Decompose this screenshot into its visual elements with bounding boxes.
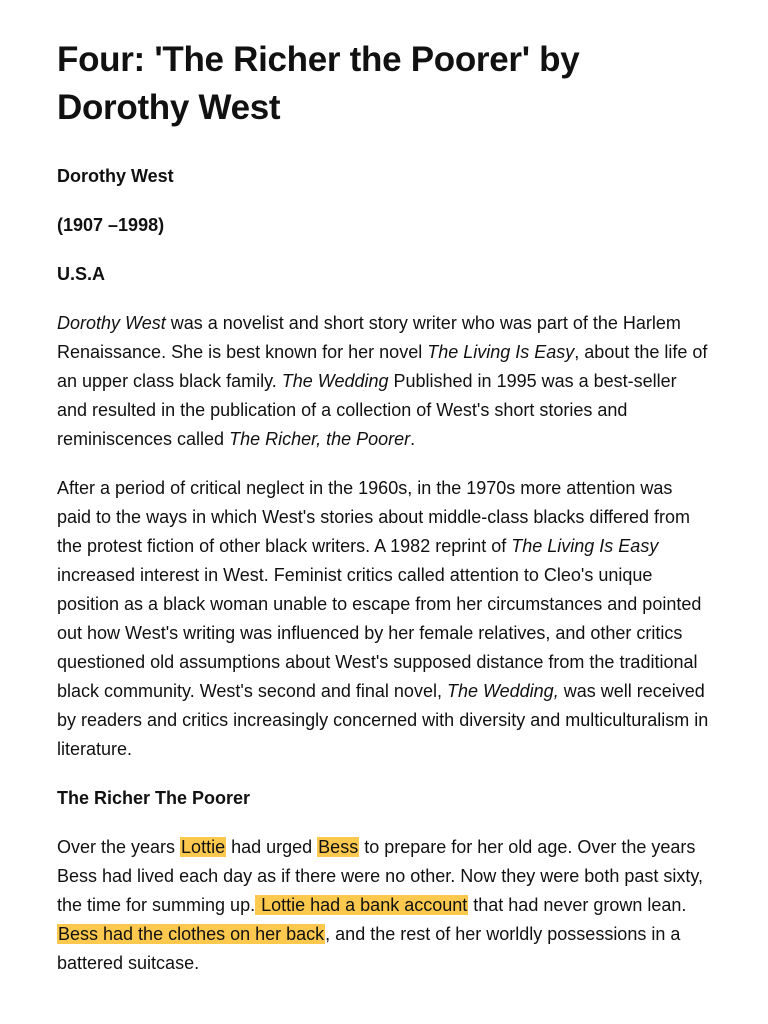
highlight-clothes[interactable]: Bess had the clothes on her back	[58, 924, 325, 944]
book-title: The Living Is Easy	[511, 536, 659, 556]
highlight-lottie[interactable]: Lottie	[181, 837, 226, 857]
bio-paragraph-2	[57, 474, 711, 764]
book-title: The Wedding	[281, 371, 389, 391]
book-title: The Richer, the Poorer	[229, 429, 411, 449]
page-title: Four: 'The Richer the Poorer' by Dorothy West	[57, 40, 580, 127]
bio-text: increased interest in West. Feminist critics called attention to Cleo's unique position as a black woman unable to escape from her circumstances and pointed out how West's writing was influenced by her female relatives, and other critics questioned old assumptions about West's supposed distance from the traditional black community. West's second and final novel,	[57, 565, 702, 701]
bio-text: , about the life of an upper class black family.	[57, 342, 708, 391]
story-paragraph-1	[57, 833, 711, 978]
story-text: , and the rest of her worldly possessions in a battered suitcase.	[57, 924, 681, 973]
book-title: The Living Is Easy	[427, 342, 575, 362]
bio-text: was well received by readers and critics increasingly concerned with diversity and multiculturalism in literature.	[57, 681, 709, 759]
bio-text: was a novelist and short story writer who was part of the Harlem Renaissance. She is best known for her novel	[57, 313, 681, 362]
highlight-bank-account[interactable]: Lottie had a bank account	[256, 895, 468, 915]
story-text: Over the years	[57, 837, 181, 857]
bio-text: Published in 1995 was a best-seller and resulted in the publication of a collection of West's short stories and reminiscences called	[57, 371, 677, 449]
author-years: (1907 –1998)	[57, 215, 165, 235]
author-name: Dorothy West	[57, 166, 174, 186]
bio-paragraph-1	[57, 309, 711, 454]
bio-text: After a period of critical neglect in the 1960s, in the 1970s more attention was paid to the ways in which West's stories about middle-class blacks differed from the protest fiction of other black writers. A 1982 reprint of	[57, 478, 691, 556]
book-title: The Wedding,	[446, 681, 559, 701]
story-heading: The Richer The Poorer	[57, 788, 251, 808]
author-name-italic: Dorothy West	[57, 313, 166, 333]
story-text: to prepare for her old age. Over the years Bess had lived each day as if there were no other. Now they were both past sixty, the time for summing up.	[57, 837, 704, 915]
author-country: U.S.A	[57, 264, 106, 284]
story-text: had urged	[226, 837, 318, 857]
highlight-bess[interactable]: Bess	[318, 837, 359, 857]
bio-text: .	[410, 429, 416, 449]
story-text: that had never grown lean.	[468, 895, 687, 915]
